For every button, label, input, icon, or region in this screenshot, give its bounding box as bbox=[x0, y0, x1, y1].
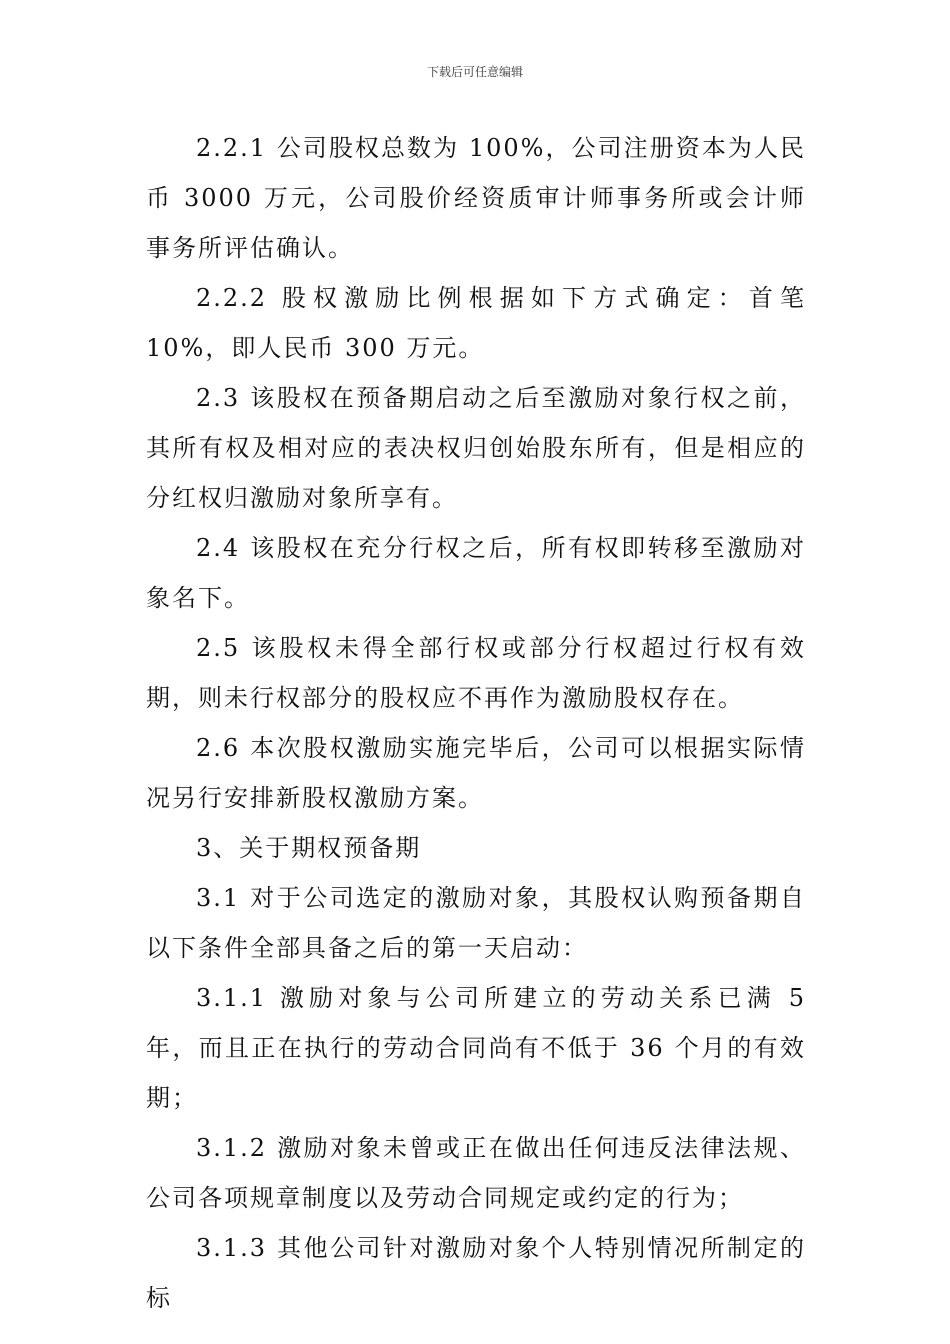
paragraph-3-1-1: 3.1.1 激励对象与公司所建立的劳动关系已满 5 年，而且正在执行的劳动合同尚有不低于 36 个月的有效期； bbox=[146, 984, 806, 1112]
paragraph-3-1-2: 3.1.2 激励对象未曾或正在做出任何违反法律法规、公司各项规章制度以及劳动合同规定或约定的行为； bbox=[146, 1134, 806, 1212]
paragraph-3-1-3: 3.1.3 其他公司针对激励对象个人特别情况所制定的标 bbox=[146, 1234, 806, 1312]
paragraph-2-6: 2.6 本次股权激励实施完毕后，公司可以根据实际情况另行安排新股权激励方案。 bbox=[146, 734, 806, 812]
page-header: 下载后可任意编辑 bbox=[426, 65, 523, 79]
paragraph-2-2-1: 2.2.1 公司股权总数为 100%，公司注册资本为人民币 3000 万元，公司股价经资质审计师事务所或会计师事务所评估确认。 bbox=[146, 134, 806, 262]
paragraph-2-3: 2.3 该股权在预备期启动之后至激励对象行权之前，其所有权及相对应的表决权归创始股东所有，但是相应的分红权归激励对象所享有。 bbox=[146, 384, 806, 512]
paragraph-2-2-2: 2.2.2 股权激励比例根据如下方式确定：首笔 10%，即人民币 300 万元。 bbox=[146, 284, 806, 362]
paragraph-3-1: 3.1 对于公司选定的激励对象，其股权认购预备期自以下条件全部具备之后的第一天启动： bbox=[146, 884, 806, 962]
paragraph-2-4: 2.4 该股权在充分行权之后，所有权即转移至激励对象名下。 bbox=[146, 534, 806, 612]
document-body bbox=[146, 123, 806, 1323]
paragraph-2-5: 2.5 该股权未得全部行权或部分行权超过行权有效期，则未行权部分的股权应不再作为激励股权存在。 bbox=[146, 634, 806, 712]
section-heading-3: 3、关于期权预备期 bbox=[196, 834, 422, 862]
